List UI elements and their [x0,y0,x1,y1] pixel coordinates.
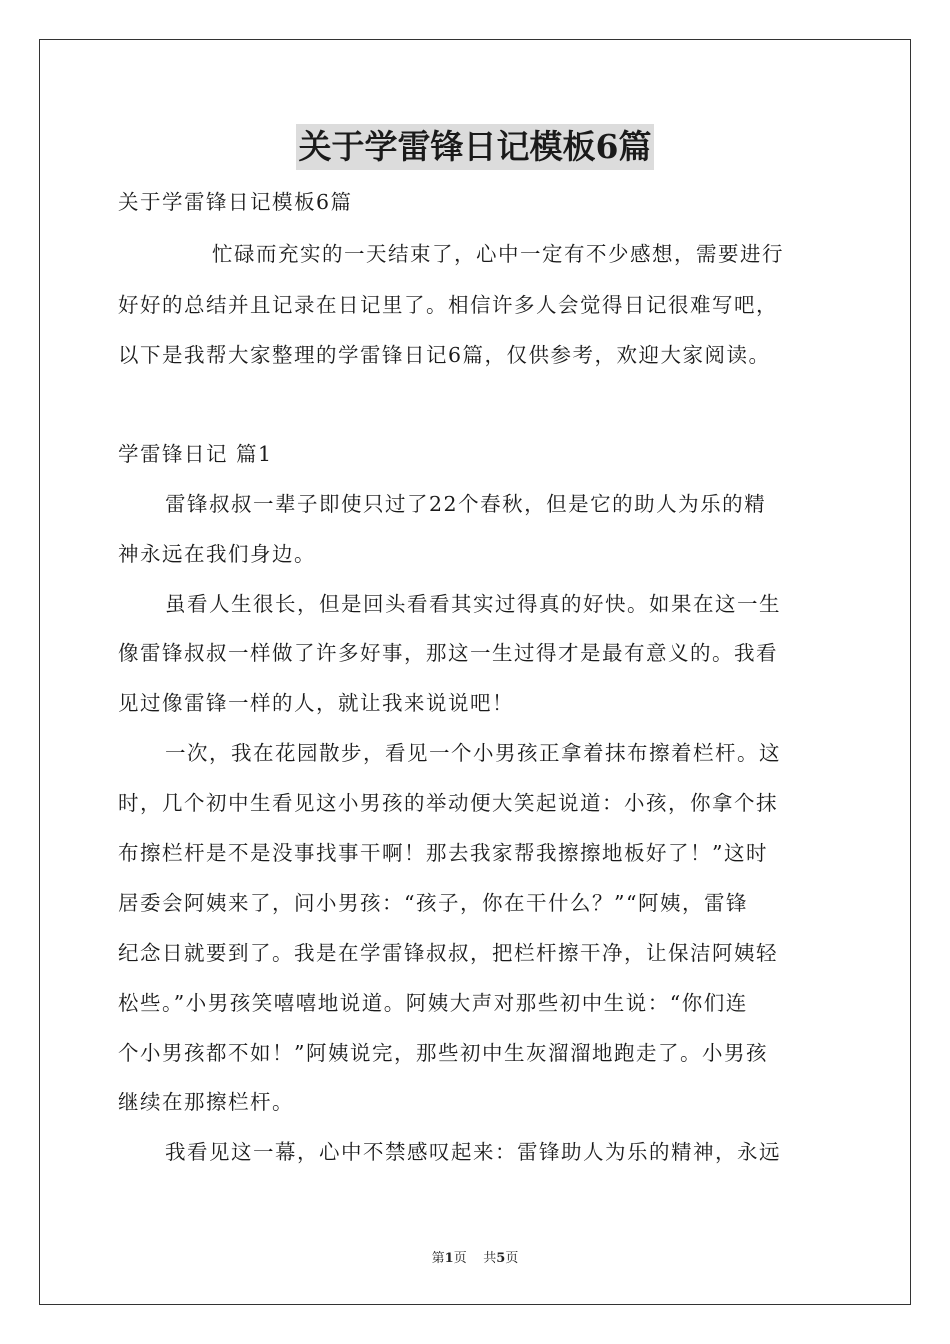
paragraph-line: 神永远在我们身边。 [118,542,316,566]
paragraph-line: 忙碌而充实的一天结束了，心中一定有不少感想，需要进行 [212,242,784,266]
section-heading: 学雷锋日记 篇1 [118,442,273,466]
paragraph-line: 我看见这一幕，心中不禁感叹起来：雷锋助人为乐的精神，永远 [165,1140,781,1164]
paragraph-line: 虽看人生很长，但是回头看看其实过得真的好快。如果在这一生 [165,592,781,616]
document-title: 关于学雷锋日记模板6篇 [296,124,655,170]
paragraph-line: 以下是我帮大家整理的学雷锋日记6篇，仅供参考，欢迎大家阅读。 [118,343,771,367]
paragraph-line: 个小男孩都不如！”阿姨说完，那些初中生灰溜溜地跑走了。小男孩 [118,1041,768,1065]
page-current: 1 [444,1251,454,1266]
title-container [0,124,950,170]
page-footer [0,1247,950,1266]
page-border [39,39,911,1305]
subtitle-line: 关于学雷锋日记模板6篇 [118,190,353,214]
paragraph-line: 继续在那擦栏杆。 [118,1090,294,1114]
paragraph-line: 居委会阿姨来了，问小男孩：“孩子，你在干什么？”“阿姨，雷锋 [118,891,748,915]
total-unit: 页 [505,1251,519,1266]
paragraph-line: 布擦栏杆是不是没事找事干啊！那去我家帮我擦擦地板好了！”这时 [118,841,768,865]
paragraph-line: 时，几个初中生看见这小男孩的举动便大笑起说道：小孩，你拿个抹 [118,791,778,815]
paragraph-line: 像雷锋叔叔一样做了许多好事，那这一生过得才是最有意义的。我看 [118,641,778,665]
page-total: 5 [496,1251,506,1266]
total-prefix: 共 [483,1251,497,1266]
paragraph-line: 见过像雷锋一样的人，就让我来说说吧！ [118,691,514,715]
paragraph-line: 好好的总结并且记录在日记里了。相信许多人会觉得日记很难写吧， [118,293,778,317]
paragraph-line: 一次，我在花园散步，看见一个小男孩正拿着抹布擦着栏杆。这 [165,741,781,765]
page-prefix: 第 [431,1251,445,1266]
paragraph-line: 雷锋叔叔一辈子即使只过了22个春秋，但是它的助人为乐的精 [165,492,767,516]
paragraph-line: 松些。”小男孩笑嘻嘻地说道。阿姨大声对那些初中生说：“你们连 [118,991,748,1015]
page-unit: 页 [453,1251,467,1266]
paragraph-line: 纪念日就要到了。我是在学雷锋叔叔，把栏杆擦干净，让保洁阿姨轻 [118,941,778,965]
